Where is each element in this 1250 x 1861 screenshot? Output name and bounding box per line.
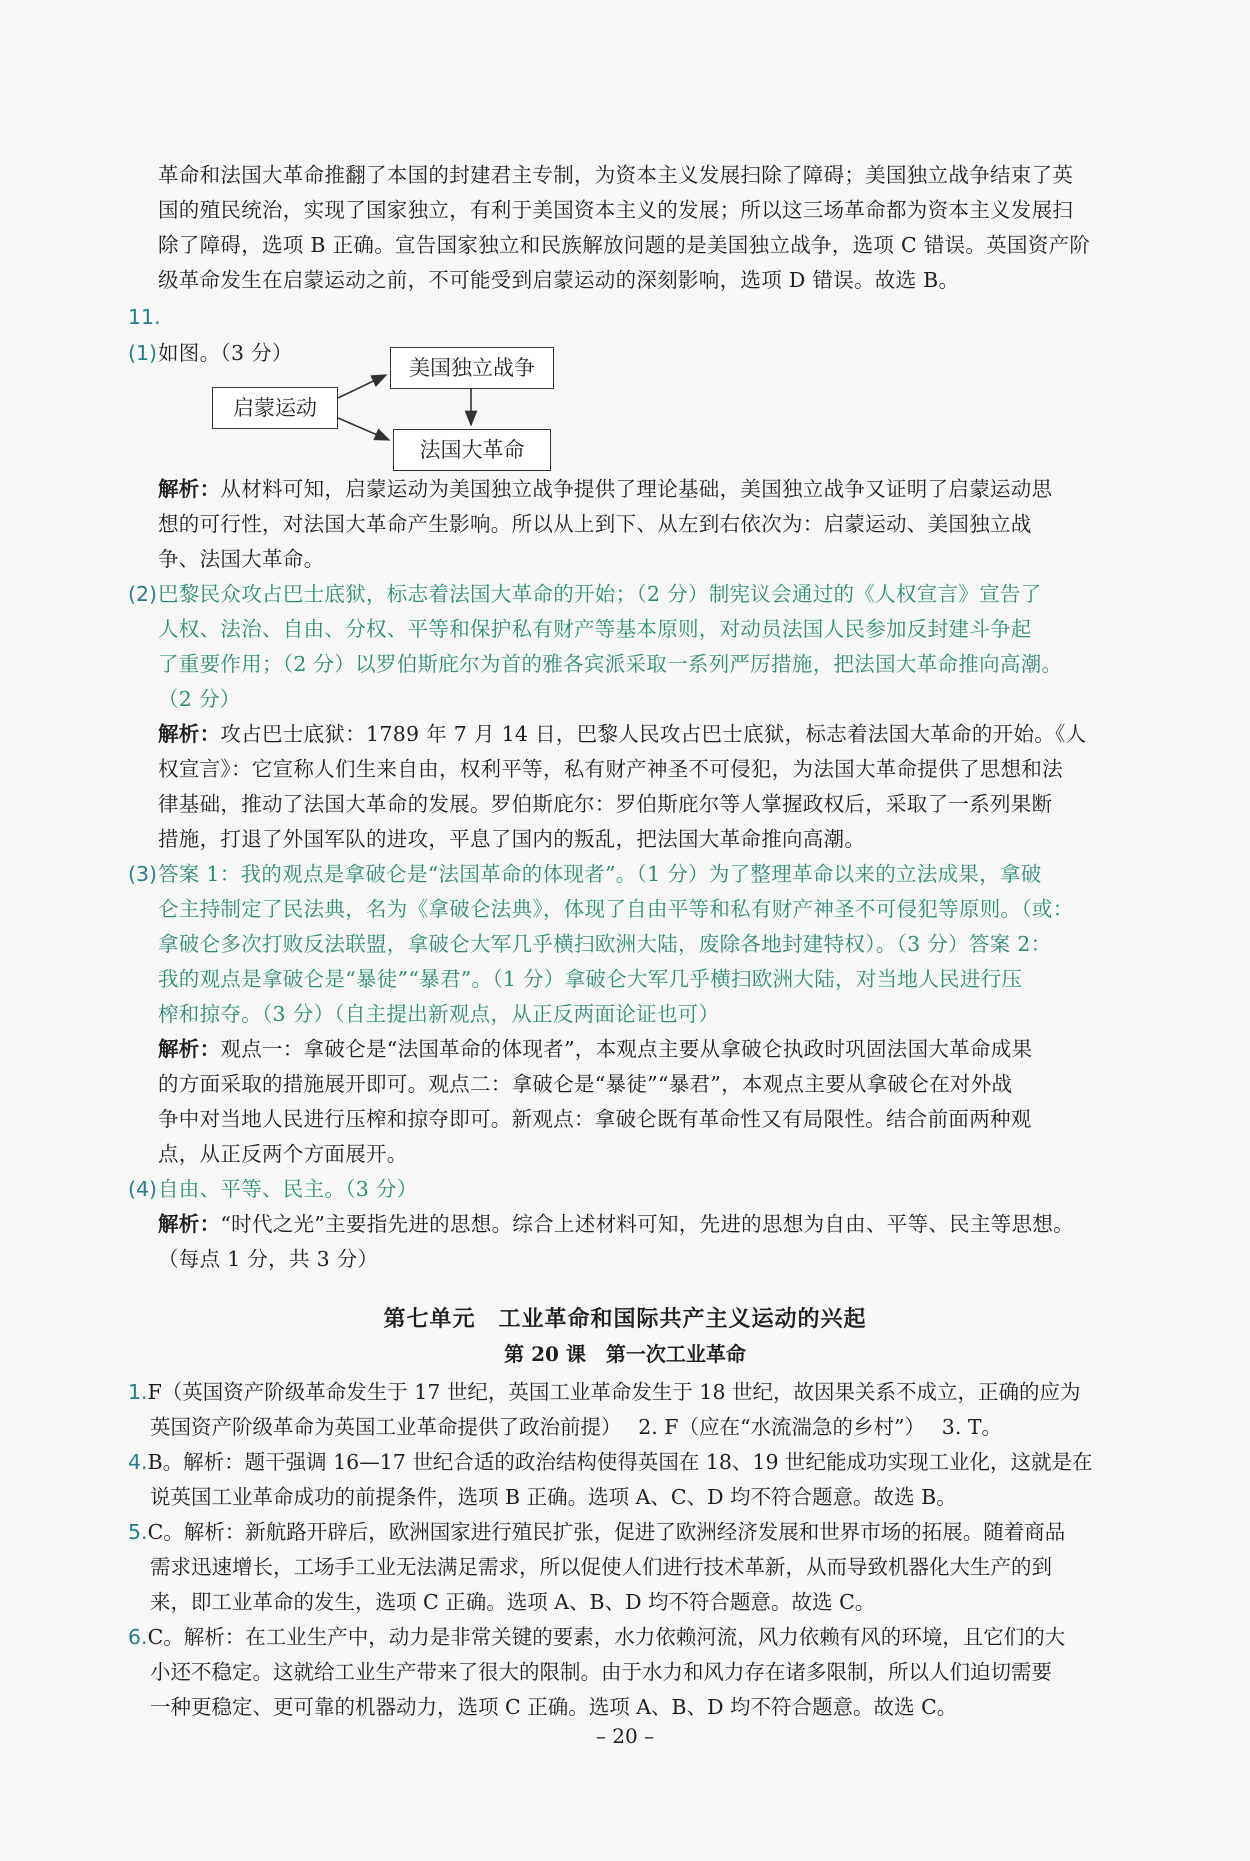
unit-title: 第七单元 工业革命和国际共产主义运动的兴起: [383, 1306, 867, 1332]
intro-line: 级革命发生在启蒙运动之前，不可能受到启蒙运动的深刻影响，选项 D 错误。故选 B。: [158, 268, 960, 292]
analysis-line: [158, 1207, 1158, 1242]
answer-line: 了重要作用；（2 分）以罗伯斯庇尔为首的雅各宾派采取一系列严厉措施，把法国大革命推向高潮。: [158, 652, 1063, 676]
answer-line: 来，即工业革命的发生，选项 C 正确。选项 A、B、D 均不符合题意。故选 C。: [150, 1590, 876, 1614]
answer-line: [128, 1375, 1158, 1410]
analysis-text: 从材料可知，启蒙运动为美国独立战争提供了理论基础，美国独立战争又证明了启蒙运动思: [220, 477, 1053, 501]
answer-line: 拿破仑多次打败反法联盟，拿破仑大军几乎横扫欧洲大陆，废除各地封建特权）。（3 分）答案 2：: [158, 932, 1052, 956]
arrow-to-american-war: [338, 375, 386, 398]
analysis-text: 攻占巴士底狱：1789 年 7 月 14 日，巴黎人民攻占巴士底狱，标志着法国大革命的开始。《人: [220, 722, 1087, 746]
answer-line: （2 分）: [158, 687, 241, 711]
diagram-box-enlightenment: 启蒙运动: [212, 387, 338, 429]
answer-line: [128, 1445, 1158, 1480]
analysis-line: （每点 1 分，共 3 分）: [158, 1247, 379, 1271]
diagram-box-french-revolution: 法国大革命: [393, 429, 551, 471]
analysis-line: 点，从正反两个方面展开。: [158, 1142, 408, 1166]
analysis-line: 争中对当地人民进行压榨和掠夺即可。新观点：拿破仑既有革命性又有局限性。结合前面两种观: [158, 1107, 1032, 1131]
answer-line: 我的观点是拿破仑是“暴徒”“暴君”。（1 分）拿破仑大军几乎横扫欧洲大陆，对当地人民进行压: [158, 967, 1023, 991]
analysis-label: 解析：: [158, 1037, 221, 1061]
answer-line: 答案 1：我的观点是拿破仑是“法国革命的体现者”。（1 分）为了整理革命以来的立法成果，拿破: [158, 862, 1042, 886]
analysis-line: 想的可行性，对法国大革命产生影响。所以从上到下、从左到右依次为：启蒙运动、美国独立战: [158, 512, 1032, 536]
analysis-text: 观点一：拿破仑是“法国革命的体现者”，本观点主要从拿破仑执政时巩固法国大革命成果: [220, 1037, 1033, 1061]
analysis-line: 争、法国大革命。: [158, 547, 325, 571]
intro-line: 国的殖民统治，实现了国家独立，有利于美国资本主义的发展；所以这三场革命都为资本主义发展扫: [158, 198, 1074, 222]
part-1-answer: 如图。（3 分）: [158, 341, 293, 365]
answer-number: 5.: [128, 1520, 148, 1544]
answer-line: 仑主持制定了民法典，名为《拿破仑法典》，体现了自由平等和私有财产神圣不可侵犯等原则。（或：: [158, 897, 1074, 921]
analysis-line: 律基础，推动了法国大革命的发展。罗伯斯庇尔：罗伯斯庇尔等人掌握政权后，采取了一系列果断: [158, 792, 1053, 816]
answer-line: 小还不稳定。这就给工业生产带来了很大的限制。由于水力和风力存在诸多限制，所以人们迫切需要: [150, 1660, 1052, 1684]
arrow-to-french-revolution: [338, 418, 389, 440]
analysis-line: [158, 472, 1158, 507]
lesson-title: 第 20 课 第一次工业革命: [504, 1342, 746, 1366]
analysis-line: [158, 1032, 1158, 1067]
intro-line: 革命和法国大革命推翻了本国的封建君主专制，为资本主义发展扫除了障碍；美国独立战争结束了英: [158, 163, 1074, 187]
answer-line: 英国资产阶级革命为英国工业革命提供了政治前提） 2. F（应在“水流湍急的乡村”） 3. T。: [150, 1415, 1003, 1439]
answer-number: 1.: [128, 1380, 148, 1404]
intro-line: 除了障碍，选项 B 正确。宣告国家独立和民族解放问题的是美国独立战争，选项 C 错误。英国资产阶: [158, 233, 1091, 257]
answer-number: 4.: [128, 1450, 148, 1474]
analysis-label: 解析：: [158, 1212, 221, 1236]
question-number: 11.: [128, 305, 161, 329]
analysis-line: 措施，打退了外国军队的进攻，平息了国内的叛乱，把法国大革命推向高潮。: [158, 827, 866, 851]
answer-line: 需求迅速增长，工场手工业无法满足需求，所以促使人们进行技术革新，从而导致机器化大生产的到: [150, 1555, 1052, 1579]
analysis-line: 权宣言》：它宣称人们生来自由，权利平等，私有财产神圣不可侵犯，为法国大革命提供了思想和法: [158, 757, 1063, 781]
analysis-line: 的方面采取的措施展开即可。观点二：拿破仑是“暴徒”“暴君”，本观点主要从拿破仑在对外战: [158, 1072, 1013, 1096]
page-number: – 20 –: [595, 1724, 655, 1748]
answer-text: F（英国资产阶级革命发生于 17 世纪，英国工业革命发生于 18 世纪，故因果关系不成立，正确的应为: [147, 1380, 1081, 1404]
answer-text: B。解析：题干强调 16—17 世纪合适的政治结构使得英国在 18、19 世纪能成功实现工业化，这就是在: [147, 1450, 1093, 1474]
answer-line: [128, 1515, 1158, 1550]
answer-line: 一种更稳定、更可靠的机器动力，选项 C 正确。选项 A、B、D 均不符合题意。故选 C。: [150, 1695, 958, 1719]
part-3-label: (3): [128, 862, 158, 886]
analysis-label: 解析：: [158, 477, 221, 501]
part-4-label: (4): [128, 1177, 158, 1201]
part-2-label: (2): [128, 582, 158, 606]
part-1-label: (1): [128, 341, 158, 365]
answer-line: 说英国工业革命成功的前提条件，选项 B 正确。选项 A、C、D 均不符合题意。故选 B。: [150, 1485, 957, 1509]
diagram-box-american-war: 美国独立战争: [390, 347, 554, 389]
answer-line: 巴黎民众攻占巴士底狱，标志着法国大革命的开始；（2 分）制宪议会通过的《人权宣言》宣告了: [158, 582, 1042, 606]
answer-line: 人权、法治、自由、分权、平等和保护私有财产等基本原则，对动员法国人民参加反封建斗争起: [158, 617, 1032, 641]
answer-line: 榨和掠夺。（3 分）（自主提出新观点，从正反两面论证也可）: [158, 1002, 720, 1026]
answer-text: C。解析：新航路开辟后，欧洲国家进行殖民扩张，促进了欧洲经济发展和世界市场的拓展。随着商品: [147, 1520, 1066, 1544]
answer-number: 6.: [128, 1625, 148, 1649]
analysis-label: 解析：: [158, 722, 221, 746]
part-4-answer: 自由、平等、民主。（3 分）: [158, 1177, 418, 1201]
answer-text: C。解析：在工业生产中，动力是非常关键的要素，水力依赖河流，风力依赖有风的环境，且它们的大: [147, 1625, 1066, 1649]
analysis-text: “时代之光”主要指先进的思想。综合上述材料可知，先进的思想为自由、平等、民主等思想。: [220, 1212, 1074, 1236]
answer-line: [128, 1620, 1158, 1655]
analysis-line: [158, 717, 1158, 752]
